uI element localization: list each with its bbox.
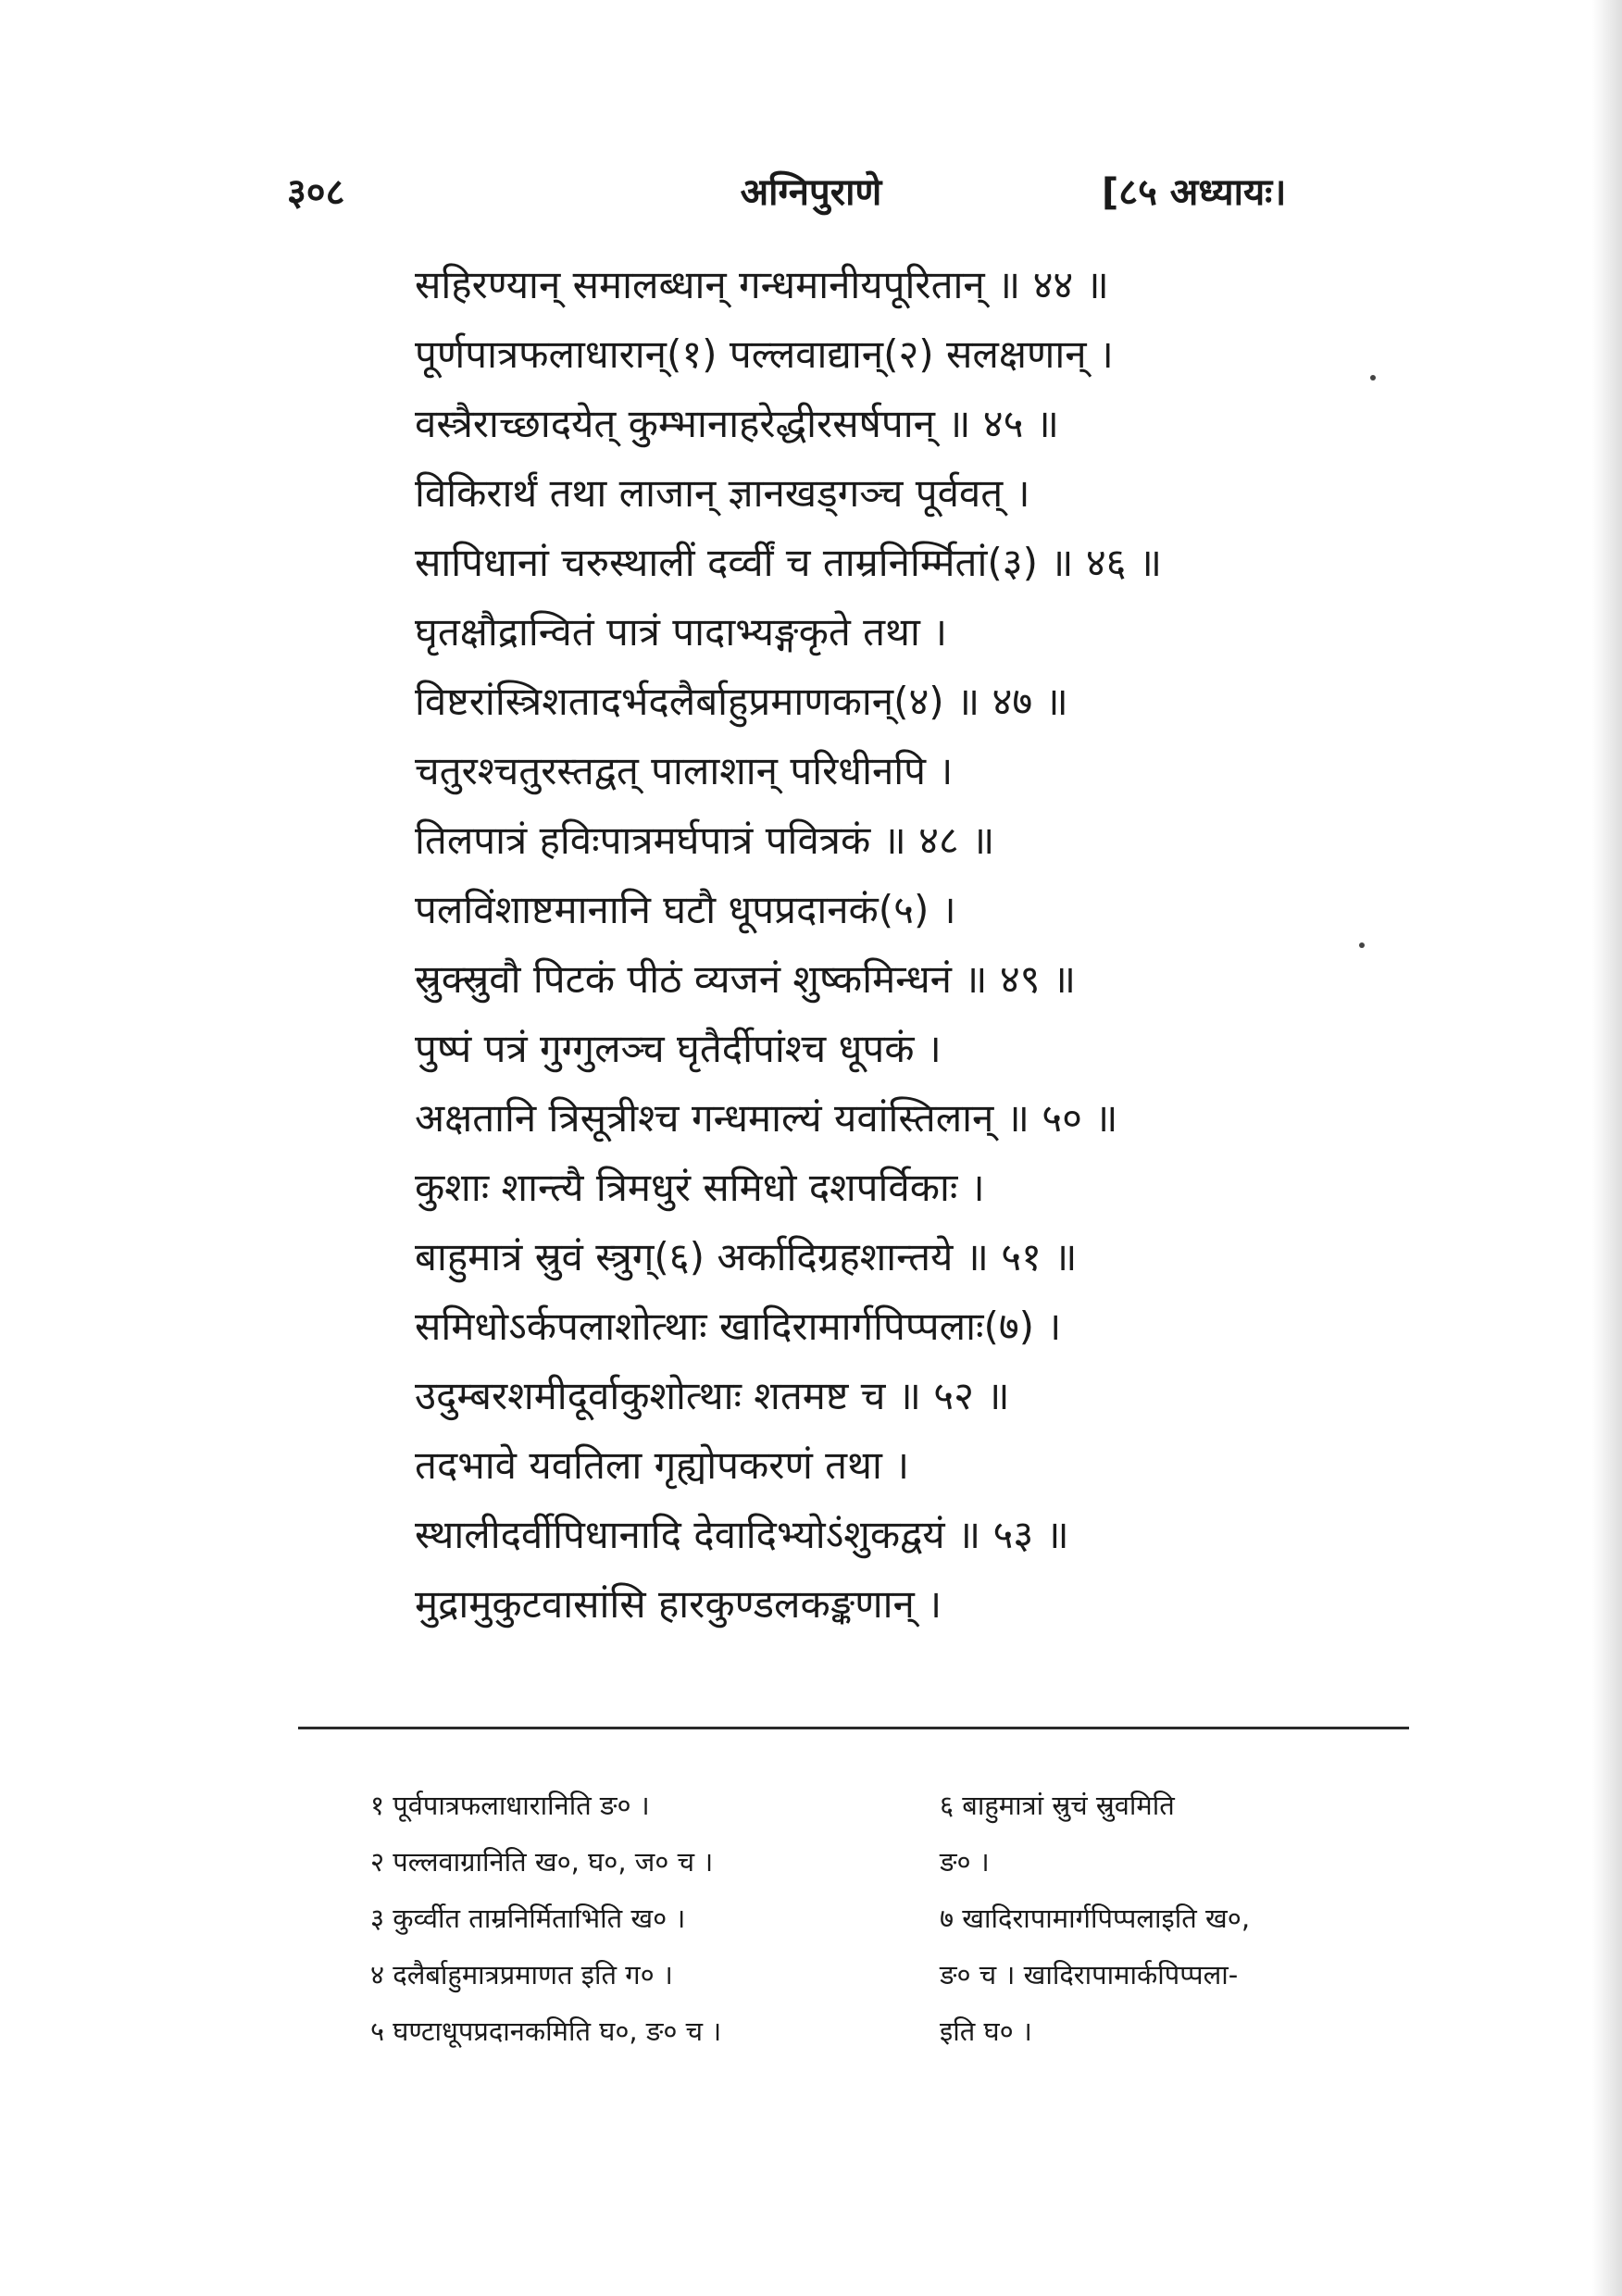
verse-line: बाहुमात्रं स्रुवं स्त्रुग्(६) अर्कादिग्रहशान्तये ॥ ५१ ॥ (415, 1234, 1078, 1279)
footnote: ङ० च । खादिरापामार्कपिप्पला- (940, 1959, 1239, 1990)
verse-line: स्थालीदर्वीपिधानादि देवादिभ्योऽंशुकद्वयं ॥ ५३ ॥ (415, 1512, 1069, 1557)
verse-line: विष्टरांस्त्रिशतादर्भदलैर्बाहुप्रमाणकान्(४) ॥ ४७ ॥ (415, 679, 1068, 724)
verse-line: अक्षतानि त्रिसूत्रीश्च गन्धमाल्यं यवांस्तिलान् ॥ ५० ॥ (415, 1095, 1118, 1141)
footnotes-left (370, 1785, 926, 2067)
verse-line: कुशाः शान्त्यै त्रिमधुरं समिधो दशपर्विकाः । (415, 1165, 985, 1210)
verse-line: तिलपात्रं हविःपात्रमर्घपात्रं पवित्रकं ॥ ४८ ॥ (415, 817, 995, 863)
running-title: अग्निपुराणे (740, 171, 882, 214)
verse-line: मुद्रामुकुटवासांसि हारकुण्डलकङ्कणान् । (415, 1581, 942, 1627)
footnote: ३ कुर्व्वीत ताम्रनिर्मिताभिति ख० । (370, 1903, 686, 1934)
verse-line: सापिधानां चरुस्थालीं दर्व्वीं च ताम्रनिर्म्मितां(३) ॥ ४६ ॥ (415, 540, 1163, 585)
verse-line: उदुम्बरशमीदूर्वाकुशोत्थाः शतमष्ट च ॥ ५२ ॥ (415, 1373, 1010, 1418)
verse-line: तदभावे यवतिला गृह्योपकरणं तथा । (415, 1442, 910, 1488)
footnote: ५ घण्टाधूपप्रदानकमिति घ०, ङ० च । (370, 2015, 722, 2047)
verse-block (415, 259, 1387, 1648)
scan-speck (1359, 942, 1365, 948)
chapter-label: [८५ अध्यायः। (1102, 171, 1287, 214)
page-edge-shadow (1592, 0, 1622, 2296)
footnote: १ पूर्वपात्रफलाधारानिति ङ० । (370, 1790, 650, 1821)
footnote: इति घ० । (940, 2015, 1032, 2047)
verse-line: विकिरार्थं तथा लाजान् ज्ञानखड्गञ्च पूर्ववत् । (415, 470, 1030, 516)
footnote-rule (298, 1727, 1409, 1729)
verse-line: वस्त्रैराच्छादयेत् कुम्भानाहरेद्धीरसर्षपान् ॥ ४५ ॥ (415, 401, 1059, 446)
footnotes-right (940, 1785, 1440, 2067)
verse-line: पलविंशाष्टमानानि घटौ धूपप्रदानकं(५) । (415, 887, 956, 932)
verse-line: पुष्पं पत्रं गुग्गुलञ्च घृतैर्दीपांश्च धूपकं । (415, 1026, 942, 1071)
verse-line: सहिरण्यान् समालब्धान् गन्धमानीयपूरितान् ॥ ४४ ॥ (415, 262, 1109, 307)
footnote: ७ खादिरापामार्गपिप्पलाइति ख०, (940, 1903, 1251, 1934)
footnote: २ पल्लवाग्रानिति ख०, घ०, ज० च । (370, 1846, 714, 1878)
scan-speck (1370, 375, 1376, 381)
verse-line: घृतक्षौद्रान्वितं पात्रं पादाभ्यङ्गकृते तथा । (415, 609, 948, 655)
verse-line: चतुरश्चतुरस्तद्वत् पालाशान् परिधीनपि । (415, 748, 954, 793)
verse-line: पूर्णपात्रफलाधारान्(१) पल्लवाद्यान्(२) सलक्षणान् । (415, 331, 1114, 377)
footnote: ४ दलैर्बाहुमात्रप्रमाणत इति ग० । (370, 1959, 673, 1990)
footnote: ६ बाहुमात्रां स्रुचं स्रुवमिति (940, 1790, 1175, 1821)
footnote: ङ० । (940, 1846, 990, 1878)
verse-line: समिधोऽर्कपलाशोत्थाः खादिरामार्गपिप्पलाः(७) । (415, 1304, 1062, 1349)
page-number: ३०८ (287, 171, 345, 214)
verse-line: स्रुक्स्रुवौ पिटकं पीठं व्यजनं शुष्कमिन्धनं ॥ ४९ ॥ (415, 956, 1077, 1002)
